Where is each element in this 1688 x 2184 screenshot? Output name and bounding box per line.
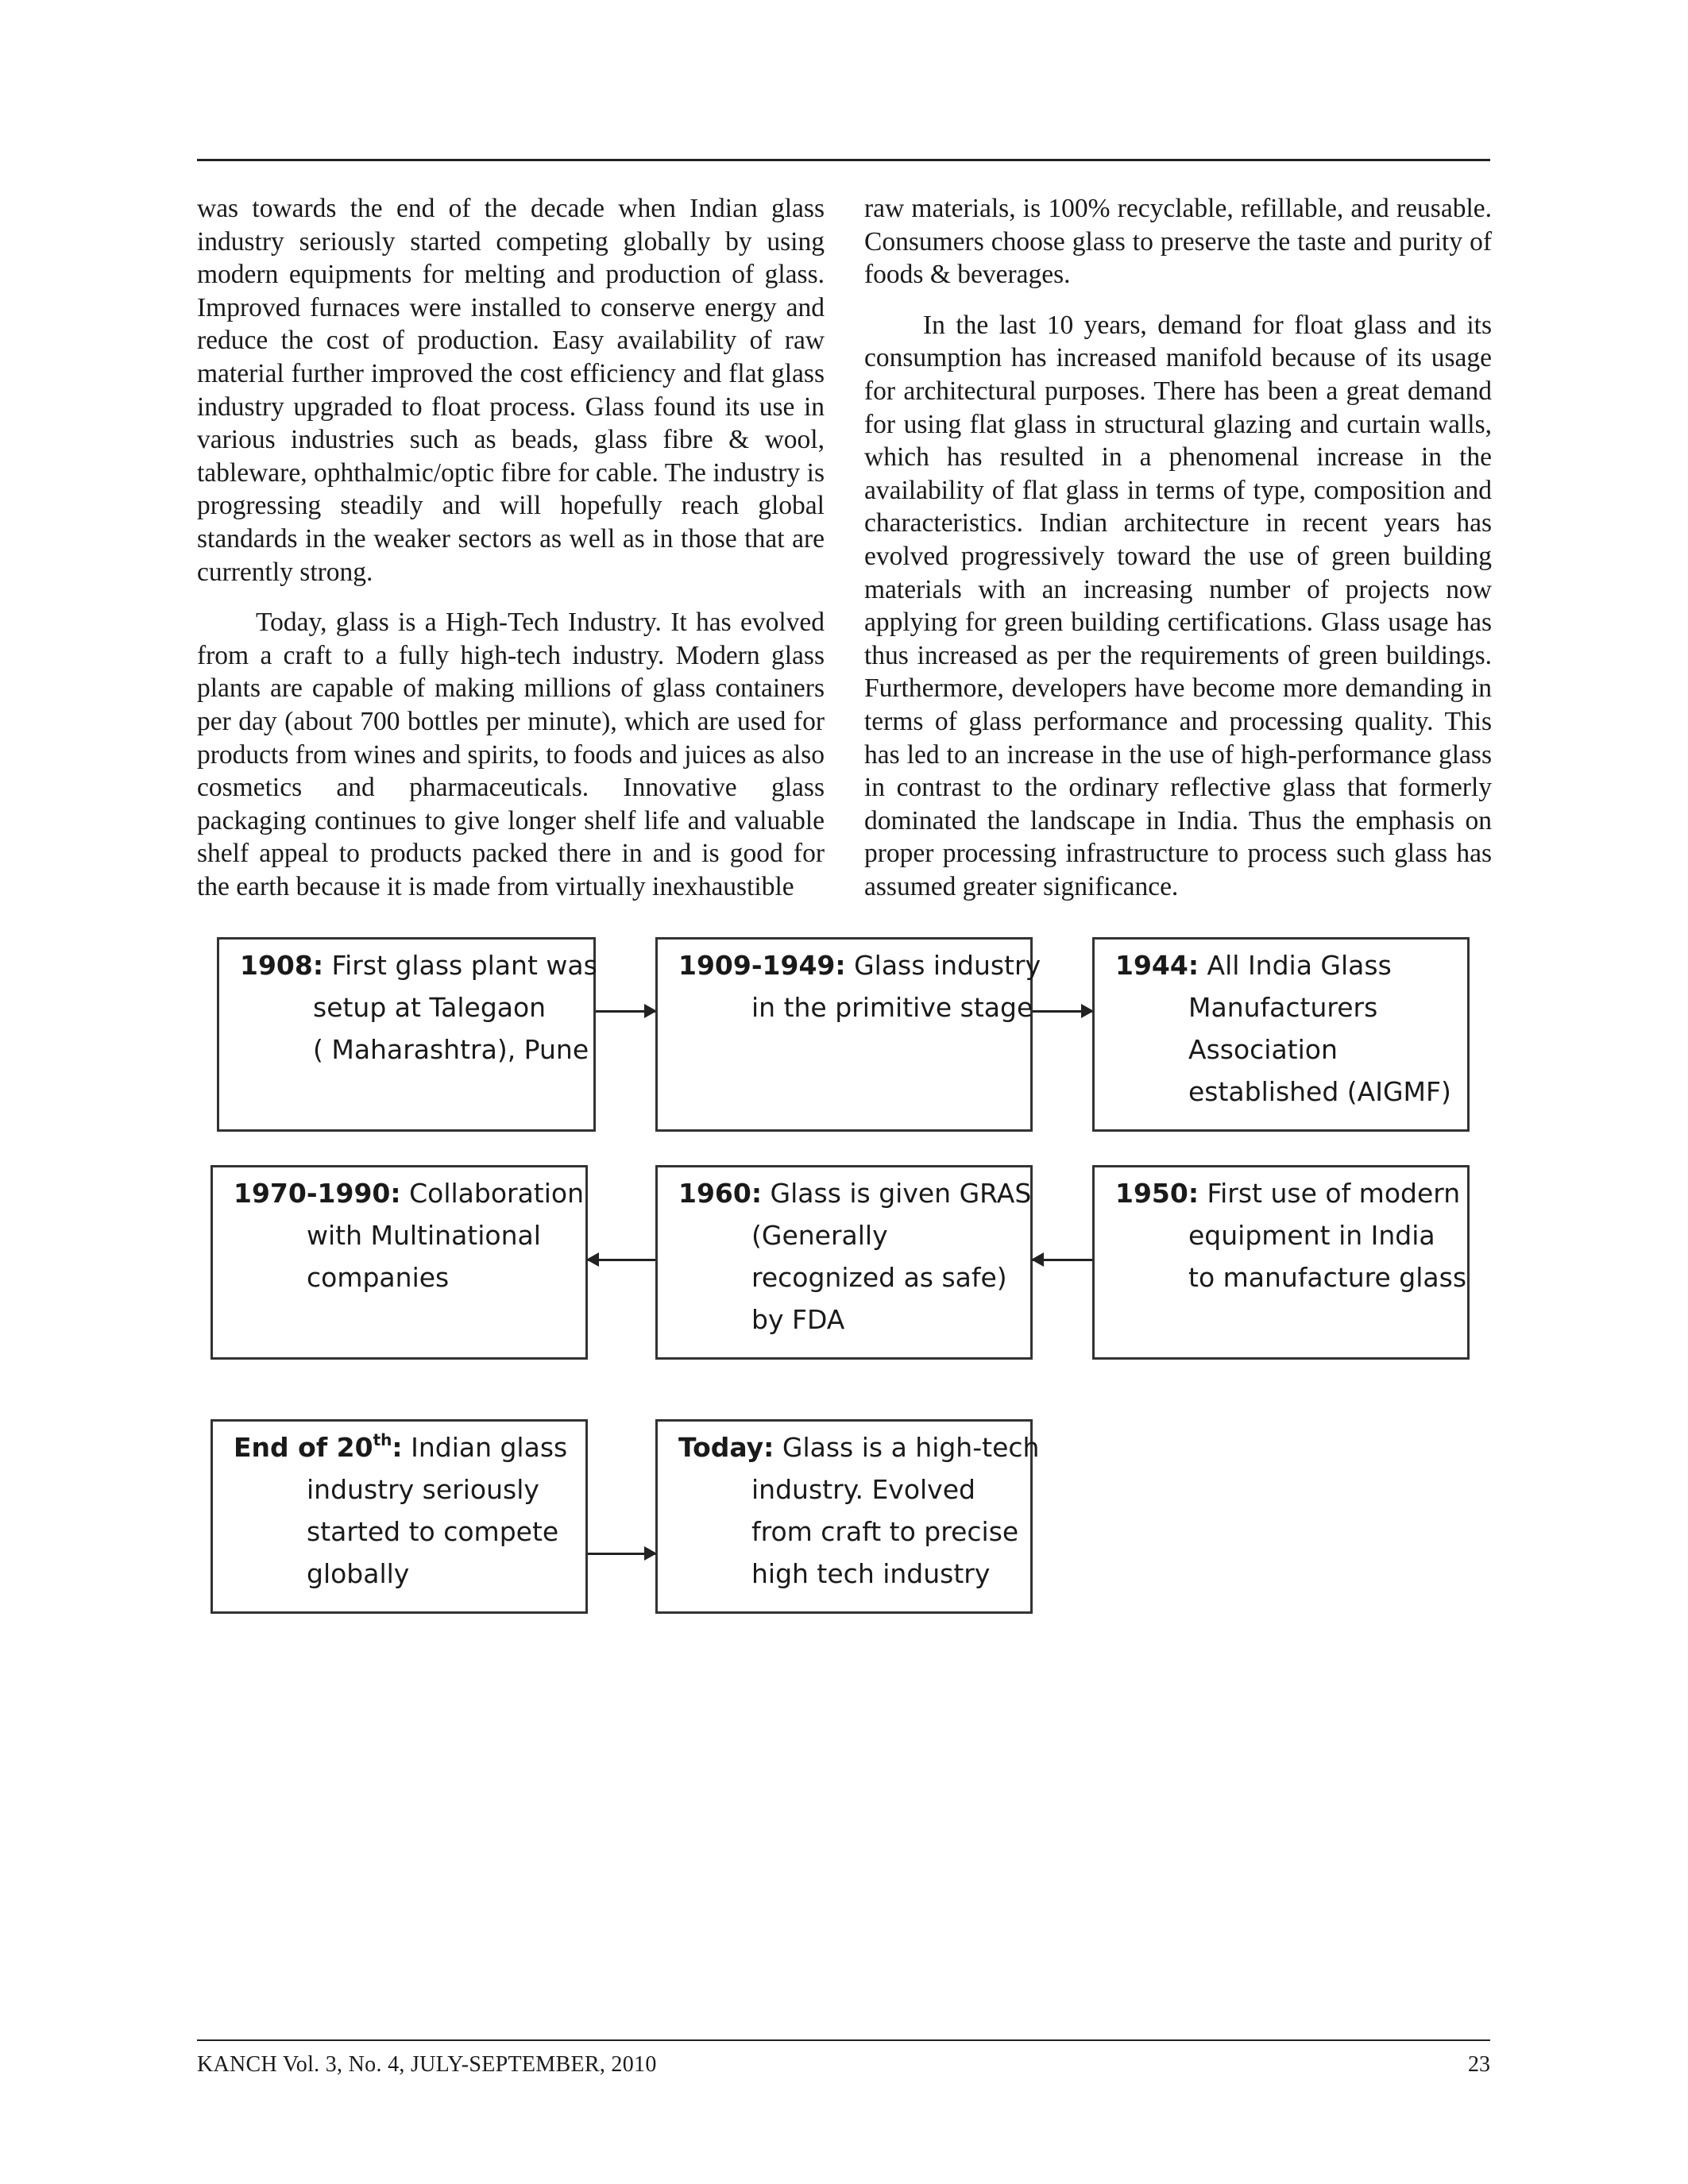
timeline-text: All India Glass: [1199, 950, 1392, 981]
timeline-text: with Multinational: [307, 1220, 541, 1251]
timeline-text: industry. Evolved: [751, 1474, 975, 1505]
timeline-text: First glass plant was: [323, 950, 597, 981]
footer-rule: [197, 2039, 1490, 2041]
timeline-year: 1909-1949:: [678, 950, 846, 981]
timeline-text: (Generally: [751, 1220, 888, 1251]
timeline-text: by FDA: [751, 1304, 845, 1335]
timeline-year: 1960:: [678, 1178, 763, 1209]
timeline-text: Glass is a high-tech: [774, 1432, 1040, 1463]
timeline-text: Manufacturers: [1188, 992, 1378, 1023]
page-number: 23: [1468, 2052, 1490, 2077]
arrow-1960-to-1970: [588, 1259, 655, 1261]
timeline-text: First use of modern: [1199, 1178, 1461, 1209]
timeline-text: equipment in India: [1188, 1220, 1435, 1251]
timeline-box-1908: [217, 937, 596, 1132]
timeline-text: from craft to precise: [751, 1516, 1019, 1547]
timeline-year: 1970-1990:: [234, 1178, 401, 1209]
timeline-text: Glass is given GRAS: [762, 1178, 1032, 1209]
journal-citation: KANCH Vol. 3, No. 4, JULY-SEPTEMBER, 2010: [197, 2052, 657, 2077]
left-paragraph-1: was towards the end of the decade when Indian glass industry seriously started competing globally by using modern equipments for melting and production of glass. Improved furnaces were installed to conserve energy and reduce the cost of production. Easy availability of raw material further improved the cost efficiency and flat glass industry upgraded to float process. Glass found its use in various industries such as beads, glass fibre & wool, tableware, ophthalmic/optic fibre for cable. The industry is progressing steadily and will hopefully reach global standards in the weaker sectors as well as in those that are currently strong.: [197, 194, 825, 587]
timeline-text: setup at Talegaon: [313, 992, 547, 1023]
arrow-1908-to-1909: [596, 1010, 655, 1013]
timeline-year: 1944:: [1115, 950, 1199, 981]
timeline-year: 1908:: [240, 950, 324, 981]
timeline-text: ( Maharashtra), Pune: [313, 1034, 589, 1065]
timeline-text: in the primitive stage: [751, 992, 1033, 1023]
timeline-box-1909-1949: [655, 937, 1041, 1132]
timeline-box-1960: [655, 1165, 1033, 1360]
arrow-end20th-to-today: [588, 1553, 655, 1555]
header-rule: [197, 159, 1490, 161]
timeline-box-1970-1990: [211, 1165, 588, 1360]
right-paragraph-1: raw materials, is 100% recyclable, refillable, and reusable. Consumers choose glass to preserve the taste and purity of foods & beverages.: [864, 194, 1492, 290]
left-column: [197, 192, 825, 903]
timeline-text: industry seriously: [307, 1474, 539, 1505]
timeline-text: recognized as safe): [751, 1262, 1007, 1293]
timeline-text: established (AIGMF): [1188, 1076, 1451, 1107]
timeline-text: globally: [307, 1558, 410, 1589]
timeline-year: 1950:: [1115, 1178, 1199, 1209]
timeline-text: to manufacture glass: [1188, 1262, 1467, 1293]
timeline-year: End of 20th:: [234, 1430, 403, 1463]
right-paragraph-2: In the last 10 years, demand for float glass and its consumption has increased manifold because of its usage for architectural purposes. There has been a great demand for using flat glass in structural glazing and curtain walls, which has resulted in a phenomenal increase in the availability of flat glass in terms of type, composition and characteristics. Indian architecture in recent years has evolved progressively toward the use of green building materials with an increasing number of projects now applying for green building certifications. Glass usage has thus increased as per the requirements of green buildings. Furthermore, developers have become more demanding in terms of glass performance and processing quality. This has led to an increase in the use of high-performance glass in contrast to the ordinary reflective glass that formerly dominated the landscape in India. Thus the emphasis on proper processing infrastructure to process such glass has assumed greater significance.: [864, 310, 1492, 901]
timeline-text: Collaboration: [400, 1178, 585, 1209]
arrow-1909-to-1944: [1033, 1010, 1092, 1013]
timeline-box-today: [655, 1419, 1040, 1614]
timeline-text: Glass industry: [845, 950, 1041, 981]
timeline-box-1944: [1092, 937, 1470, 1132]
timeline-box-1950: [1092, 1165, 1470, 1360]
right-column: [864, 192, 1492, 903]
timeline-text: Indian glass: [402, 1432, 568, 1463]
timeline-text: Association: [1188, 1034, 1338, 1065]
timeline-text: started to compete: [307, 1516, 559, 1547]
arrow-1950-to-1960: [1033, 1259, 1092, 1261]
timeline-text: companies: [307, 1262, 450, 1293]
timeline-year: Today:: [678, 1432, 774, 1463]
timeline-text: high tech industry: [751, 1558, 991, 1589]
left-paragraph-2: Today, glass is a High-Tech Industry. It has evolved from a craft to a fully high-tech industry. Modern glass plants are capable of making millions of glass containers per day (about 700 bottles per minute), which are used for products from wines and spirits, to foods and juices as also cosmetics and pharmaceuticals. Innovative glass packaging continues to give longer shelf life and valuable shelf appeal to products packed there in and is good for the earth because it is made from virtually inexhaustible: [197, 608, 825, 901]
timeline-box-end-of-20th: [211, 1419, 588, 1614]
